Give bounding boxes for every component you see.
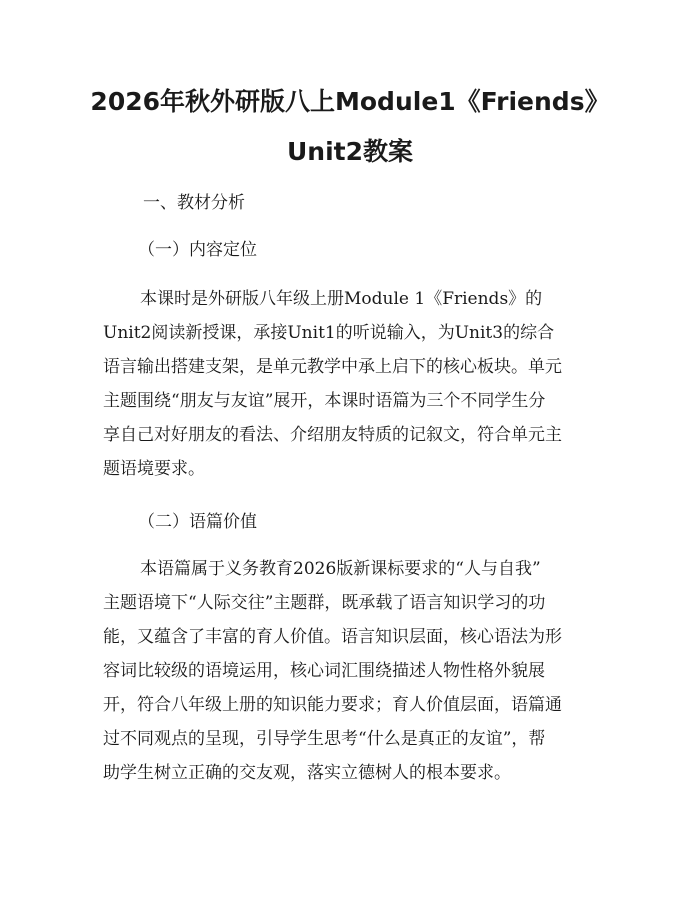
- paragraph-line: 本课时是外研版八年级上册Module 1《Friends》的: [140, 289, 543, 309]
- paragraph-line: 题语境要求。: [103, 459, 205, 479]
- subsection-heading-content-positioning: （一）内容定位: [138, 240, 257, 260]
- paragraph-line: Unit2阅读新授课，承接Unit1的听说输入，为Unit3的综合: [103, 323, 555, 343]
- paragraph-line: 本语篇属于义务教育2026版新课标要求的“人与自我”: [140, 559, 541, 579]
- paragraph-line: 能，又蕴含了丰富的育人价值。语言知识层面，核心语法为形: [103, 627, 562, 647]
- paragraph-text-value: [103, 552, 573, 790]
- paragraph-line: 享自己对好朋友的看法、介绍朋友特质的记叙文，符合单元主: [103, 425, 562, 445]
- paragraph-line: 助学生树立正确的交友观，落实立德树人的根本要求。: [103, 763, 511, 783]
- paragraph-line: 过不同观点的呈现，引导学生思考“什么是真正的友谊”，帮: [103, 729, 546, 749]
- subsection-heading-text-value: （二）语篇价值: [138, 512, 257, 532]
- section-heading-textbook-analysis: 一、教材分析: [143, 193, 245, 213]
- paragraph-content-positioning: [103, 282, 573, 486]
- paragraph-line: 主题语境下“人际交往”主题群，既承载了语言知识学习的功: [103, 593, 546, 613]
- paragraph-line: 主题围绕“朋友与友谊”展开，本课时语篇为三个不同学生分: [103, 391, 546, 411]
- document-title-line-2: Unit2教案: [286, 137, 413, 166]
- paragraph-line: 开，符合八年级上册的知识能力要求；育人价值层面，语篇通: [103, 695, 562, 715]
- paragraph-line: 容词比较级的语境运用，核心词汇围绕描述人物性格外貌展: [103, 661, 545, 681]
- document-title-line-1: 2026年秋外研版八上Module1《Friends》: [90, 87, 610, 116]
- paragraph-line: 语言输出搭建支架，是单元教学中承上启下的核心板块。单元: [103, 357, 562, 377]
